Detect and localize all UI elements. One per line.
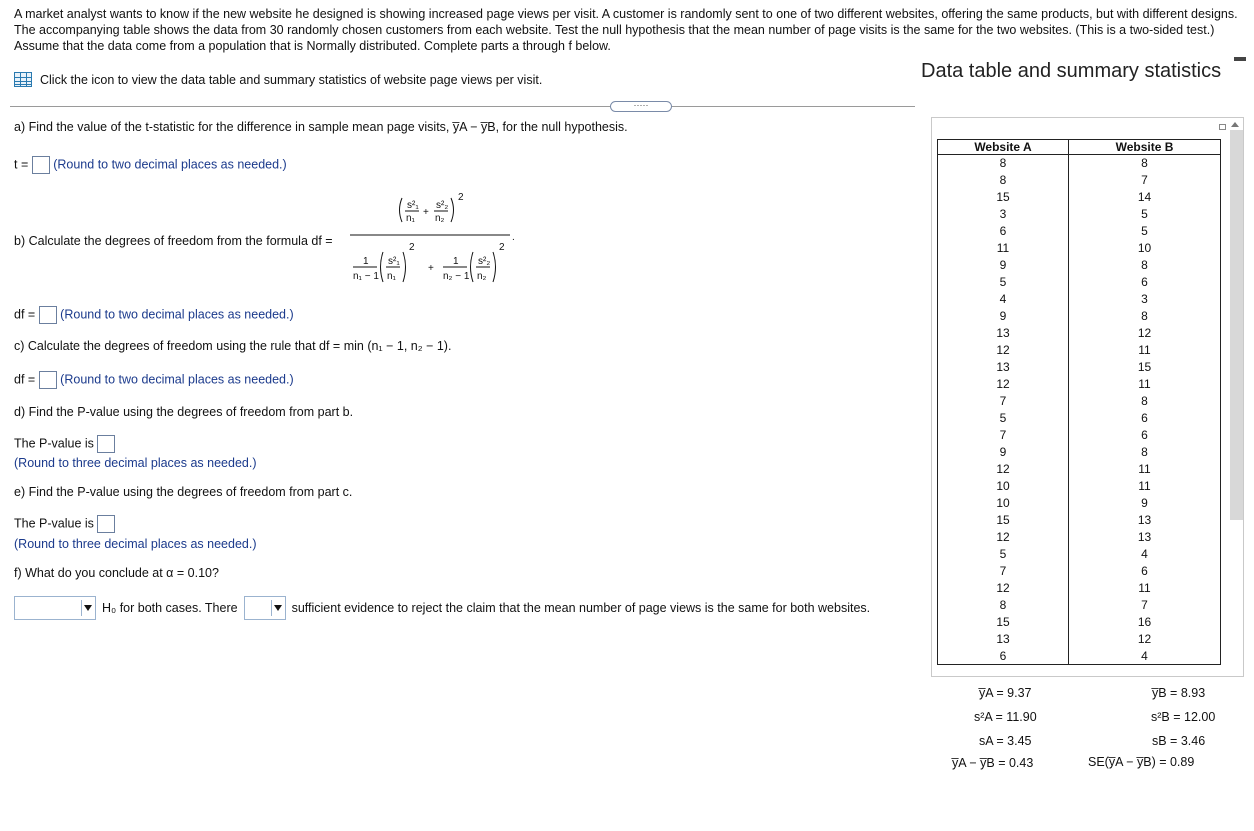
table-row <box>938 563 1221 580</box>
svg-text:n₂: n₂ <box>477 271 487 282</box>
table-row <box>938 427 1221 444</box>
column-header-website-b: Website B <box>1069 140 1221 155</box>
chevron-down-icon <box>81 600 93 616</box>
expand-dots-button[interactable]: ····· <box>610 101 672 112</box>
website-b-cell: 6 <box>1069 274 1221 291</box>
website-b-cell: 6 <box>1069 410 1221 427</box>
df-c-label: df = <box>14 372 36 387</box>
part-b-hint: (Round to two decimal places as needed.) <box>60 307 294 322</box>
pvalue-d-label: The P-value is <box>14 436 94 451</box>
table-row <box>938 342 1221 359</box>
svg-text:n₁ − 1: n₁ − 1 <box>353 271 379 282</box>
table-row <box>938 546 1221 563</box>
website-b-cell: 11 <box>1069 461 1221 478</box>
website-b-cell: 11 <box>1069 376 1221 393</box>
website-a-cell: 10 <box>938 495 1069 512</box>
part-f-middle-text: H₀ for both cases. There <box>102 601 238 615</box>
reject-decision-select[interactable] <box>14 596 96 620</box>
table-row <box>938 495 1221 512</box>
table-row <box>938 359 1221 376</box>
website-a-cell: 5 <box>938 546 1069 563</box>
part-d-hint: (Round to three decimal places as needed.) <box>14 456 257 470</box>
website-a-cell: 10 <box>938 478 1069 495</box>
evidence-select[interactable] <box>244 596 286 620</box>
table-row <box>938 410 1221 427</box>
table-row <box>938 512 1221 529</box>
part-c-answer-row <box>14 371 294 389</box>
svg-text:1: 1 <box>363 256 369 267</box>
website-a-cell: 13 <box>938 631 1069 648</box>
df-b-label: df = <box>14 307 36 322</box>
section-divider <box>10 106 915 107</box>
data-table <box>937 139 1221 665</box>
website-b-cell: 8 <box>1069 393 1221 410</box>
website-b-cell: 4 <box>1069 546 1221 563</box>
part-c-question: c) Calculate the degrees of freedom using the rule that df = min (n₁ − 1, n₂ − 1). <box>14 339 452 353</box>
website-b-cell: 11 <box>1069 580 1221 597</box>
table-row <box>938 393 1221 410</box>
svg-text:n₁: n₁ <box>406 213 415 224</box>
svg-text:2: 2 <box>499 242 505 253</box>
table-row <box>938 257 1221 274</box>
mean-a-stat: y̅A = 9.37 <box>979 686 1032 700</box>
website-a-cell: 8 <box>938 172 1069 189</box>
website-b-cell: 6 <box>1069 427 1221 444</box>
website-b-cell: 7 <box>1069 172 1221 189</box>
part-a-hint: (Round to two decimal places as needed.) <box>53 157 287 172</box>
table-row <box>938 274 1221 291</box>
website-a-cell: 15 <box>938 189 1069 206</box>
website-b-cell: 16 <box>1069 614 1221 631</box>
part-a-question: a) Find the value of the t-statistic for the difference in sample mean page visits, y̅A − y̅B, for the null hypothesis. <box>14 120 628 134</box>
website-b-cell: 8 <box>1069 308 1221 325</box>
part-d-answer-row <box>14 435 115 453</box>
website-a-cell: 12 <box>938 529 1069 546</box>
part-c-hint: (Round to two decimal places as needed.) <box>60 372 294 387</box>
part-b-question: b) Calculate the degrees of freedom from the formula df = <box>14 234 333 248</box>
pvalue-e-label: The P-value is <box>14 516 94 531</box>
scroll-up-icon[interactable] <box>1231 122 1239 127</box>
table-row <box>938 291 1221 308</box>
website-a-cell: 3 <box>938 206 1069 223</box>
part-f-end-text: sufficient evidence to reject the claim that the mean number of page views is the same for both websites. <box>291 601 871 615</box>
website-a-cell: 4 <box>938 291 1069 308</box>
website-a-cell: 8 <box>938 155 1069 172</box>
website-b-cell: 6 <box>1069 563 1221 580</box>
table-row <box>938 614 1221 631</box>
website-b-cell: 15 <box>1069 359 1221 376</box>
sd-b-stat: sB = 3.46 <box>1152 734 1206 748</box>
website-b-cell: 11 <box>1069 342 1221 359</box>
svg-text:1: 1 <box>453 256 459 267</box>
website-a-cell: 13 <box>938 325 1069 342</box>
website-b-cell: 7 <box>1069 597 1221 614</box>
part-a-answer-row <box>14 156 287 174</box>
svg-text:2: 2 <box>458 192 464 203</box>
table-row <box>938 206 1221 223</box>
website-b-cell: 10 <box>1069 240 1221 257</box>
website-b-cell: 14 <box>1069 189 1221 206</box>
df-formula <box>345 190 520 290</box>
table-grid-icon[interactable] <box>14 72 32 87</box>
sd-a-stat: sA = 3.45 <box>979 734 1032 748</box>
website-a-cell: 6 <box>938 223 1069 240</box>
website-a-cell: 15 <box>938 512 1069 529</box>
data-table-link[interactable] <box>14 72 542 87</box>
website-a-cell: 7 <box>938 427 1069 444</box>
website-a-cell: 9 <box>938 257 1069 274</box>
website-a-cell: 12 <box>938 461 1069 478</box>
website-a-cell: 7 <box>938 563 1069 580</box>
pvalue-d-input[interactable] <box>97 435 115 453</box>
df-formula-input[interactable] <box>39 306 57 324</box>
t-label: t = <box>14 157 29 172</box>
df-min-input[interactable] <box>39 371 57 389</box>
website-b-cell: 9 <box>1069 495 1221 512</box>
table-row <box>938 444 1221 461</box>
website-a-cell: 5 <box>938 274 1069 291</box>
website-a-cell: 12 <box>938 342 1069 359</box>
website-a-cell: 12 <box>938 580 1069 597</box>
website-a-cell: 13 <box>938 359 1069 376</box>
table-row <box>938 223 1221 240</box>
website-a-cell: 15 <box>938 614 1069 631</box>
part-e-answer-row <box>14 515 115 533</box>
website-b-cell: 8 <box>1069 444 1221 461</box>
website-a-cell: 11 <box>938 240 1069 257</box>
popout-icon[interactable] <box>1219 124 1226 130</box>
mean-b-stat: y̅B = 8.93 <box>1152 686 1206 700</box>
table-row <box>938 631 1221 648</box>
website-b-cell: 11 <box>1069 478 1221 495</box>
table-row <box>938 325 1221 342</box>
variance-b-stat: s²B = 12.00 <box>1151 710 1216 724</box>
table-row <box>938 172 1221 189</box>
part-e-hint: (Round to three decimal places as needed.) <box>14 537 257 551</box>
website-a-cell: 6 <box>938 648 1069 665</box>
website-b-cell: 5 <box>1069 206 1221 223</box>
table-row <box>938 189 1221 206</box>
problem-intro: A market analyst wants to know if the new website he designed is showing increased page views per visit. A customer is randomly sent to one of two different websites, offering the same products, but with different designs. The accompanying table shows the data from 30 randomly chosen customers from each website. Test the null hypothesis that the mean number of page visits is the same for the two websites. (This is a two-sided test.) Assume that the data come from a population that is Normally distributed. Complete parts a through f below. <box>14 7 1238 53</box>
website-b-cell: 12 <box>1069 325 1221 342</box>
part-e-question: e) Find the P-value using the degrees of freedom from part c. <box>14 485 353 499</box>
svg-text:n₁: n₁ <box>387 271 396 282</box>
svg-text:s²₂: s²₂ <box>436 200 449 211</box>
part-f-question: f) What do you conclude at α = 0.10? <box>14 566 219 580</box>
svg-text:+: + <box>423 207 429 218</box>
website-b-cell: 3 <box>1069 291 1221 308</box>
table-row <box>938 478 1221 495</box>
website-b-cell: 8 <box>1069 257 1221 274</box>
column-header-website-a: Website A <box>938 140 1069 155</box>
svg-text:n₂: n₂ <box>435 213 445 224</box>
table-row <box>938 376 1221 393</box>
website-a-cell: 7 <box>938 393 1069 410</box>
chevron-down-icon <box>271 600 283 616</box>
table-row <box>938 648 1221 665</box>
website-b-cell: 5 <box>1069 223 1221 240</box>
table-row <box>938 155 1221 172</box>
svg-text:+: + <box>428 263 434 274</box>
variance-a-stat: s²A = 11.90 <box>974 710 1037 724</box>
table-row <box>938 308 1221 325</box>
svg-text:2: 2 <box>409 242 415 253</box>
svg-text:.: . <box>512 232 515 243</box>
standard-error-stat: SE(y̅A − y̅B) = 0.89 <box>1088 755 1195 769</box>
minimize-icon[interactable] <box>1234 57 1246 61</box>
website-b-cell: 13 <box>1069 529 1221 546</box>
pvalue-e-input[interactable] <box>97 515 115 533</box>
website-b-cell: 4 <box>1069 648 1221 665</box>
part-f-answer-row <box>14 596 870 620</box>
table-row <box>938 580 1221 597</box>
panel-title: Data table and summary statistics <box>921 60 1222 82</box>
website-b-cell: 12 <box>1069 631 1221 648</box>
website-b-cell: 8 <box>1069 155 1221 172</box>
svg-text:s²₂: s²₂ <box>478 256 491 267</box>
website-a-cell: 9 <box>938 444 1069 461</box>
svg-text:s²₁: s²₁ <box>388 256 400 267</box>
table-row <box>938 529 1221 546</box>
website-a-cell: 8 <box>938 597 1069 614</box>
table-row <box>938 240 1221 257</box>
website-b-cell: 13 <box>1069 512 1221 529</box>
data-table-link-text: Click the icon to view the data table and summary statistics of website page views per visit. <box>40 72 543 87</box>
difference-stat: y̅A − y̅B = 0.43 <box>952 756 1034 770</box>
t-statistic-input[interactable] <box>32 156 50 174</box>
table-row <box>938 461 1221 478</box>
part-d-question: d) Find the P-value using the degrees of freedom from part b. <box>14 405 354 419</box>
table-row <box>938 597 1221 614</box>
website-a-cell: 9 <box>938 308 1069 325</box>
panel-scrollbar[interactable] <box>1230 130 1243 520</box>
svg-text:s²₁: s²₁ <box>407 200 419 211</box>
svg-text:n₂ − 1: n₂ − 1 <box>443 271 470 282</box>
website-a-cell: 12 <box>938 376 1069 393</box>
part-b-answer-row <box>14 306 294 324</box>
website-a-cell: 5 <box>938 410 1069 427</box>
